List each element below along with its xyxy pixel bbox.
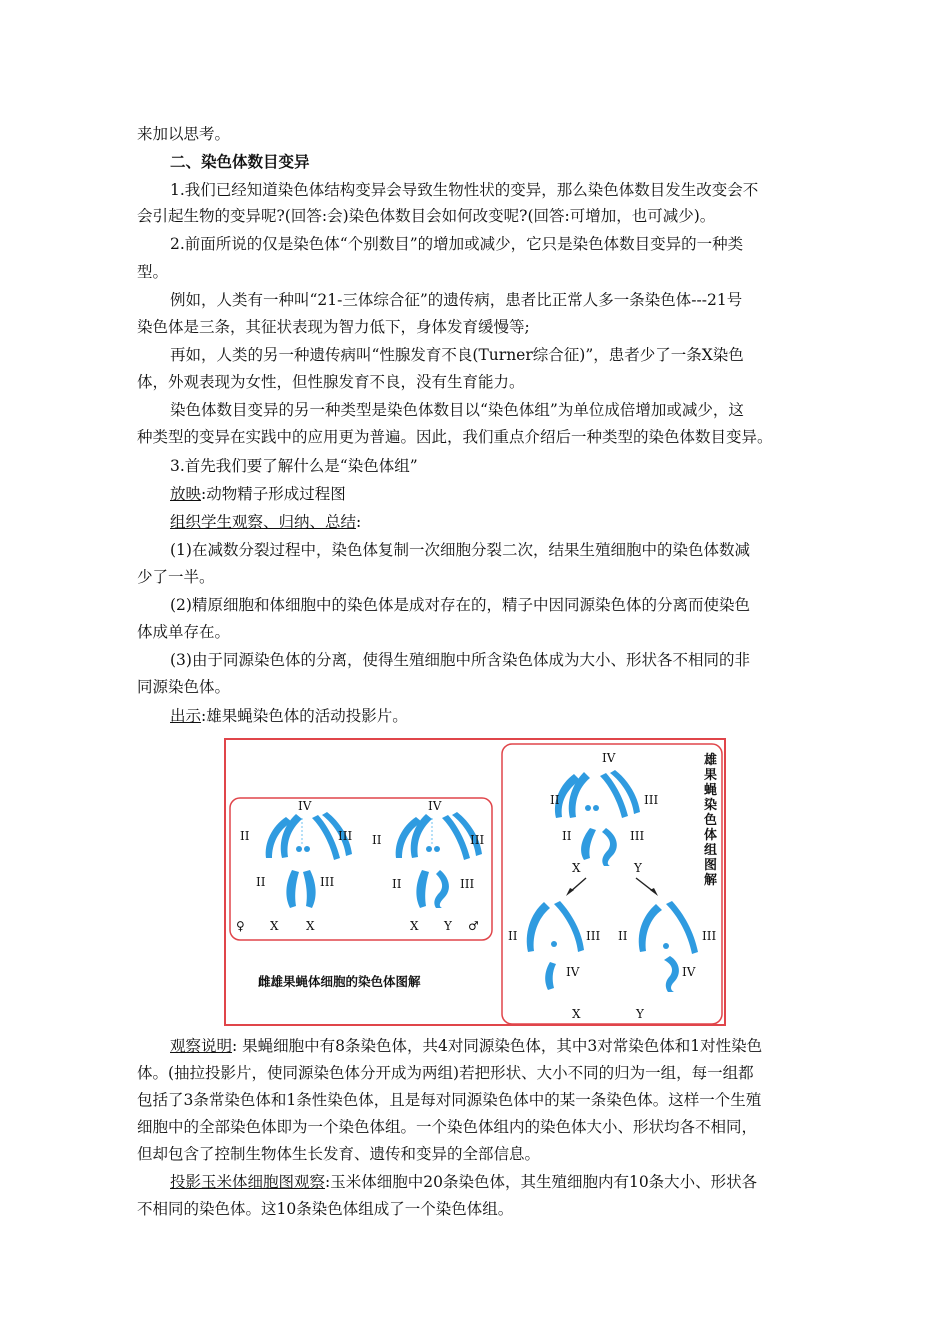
figure-canvas <box>226 740 728 1028</box>
label-X-top: X <box>572 861 581 875</box>
touying-line <box>170 1172 757 1192</box>
chromosome-IV-b <box>304 846 310 852</box>
gamete-x-chromosome-X <box>545 962 556 990</box>
paragraph-1-line-1: 1.我们已经知道染色体结构变异会导致生物性状的变异，那么染色体数目发生改变会不 <box>170 181 759 199</box>
paragraph-5-line-2: 种类型的变异在实践中的应用更为普遍。因此，我们重点介绍后一种类型的染色体数目变异。 <box>137 428 773 446</box>
label-II-female-lower: II <box>256 875 266 889</box>
label-II-male: II <box>372 833 382 847</box>
label-II-set1: II <box>508 929 518 943</box>
label-X-female-b: X <box>306 919 315 933</box>
label-IV-set2: IV <box>682 965 696 979</box>
paragraph-4-line-2: 体，外观表现为女性，但性腺发育不良，没有生育能力。 <box>137 373 525 391</box>
guancha-line-5: 但却包含了控制生物体生长发育、遗传和变异的全部信息。 <box>137 1145 541 1163</box>
label-II-male-lower: II <box>392 877 402 891</box>
chromosome-X-a <box>286 870 299 908</box>
gamete-y-chromosome-IV <box>663 943 669 949</box>
gamete-x-chromosome-II <box>527 902 550 952</box>
chromosome-IV-d <box>434 846 440 852</box>
label-III-male-lower: III <box>460 877 475 891</box>
paragraph-continuation: 来加以思考。 <box>137 125 231 143</box>
female-symbol: ♀ <box>236 919 245 933</box>
zuzhi-line <box>170 512 361 532</box>
drosophila-chromosome-figure <box>224 738 726 1026</box>
gamete-x-chromosome-III <box>554 901 584 952</box>
label-II-top-lower: II <box>562 829 572 843</box>
female-karyotype <box>266 812 352 908</box>
chromosome-IV-e <box>585 805 591 811</box>
label-III-female: III <box>338 829 353 843</box>
label-Y-set2: Y <box>636 1007 644 1021</box>
gamete-y-chromosome-II <box>639 904 662 952</box>
gamete-y-chromosome-Y <box>664 956 679 992</box>
label-X-male: X <box>410 919 419 933</box>
label-X-female-a: X <box>270 919 279 933</box>
touying-text: :玉米体细胞中20条染色体，其生殖细胞内有10条大小、形状各 <box>325 1173 758 1191</box>
chromosome-Y-full <box>602 828 617 866</box>
paragraph-3-line-1: 例如，人类有一种叫“21-三体综合征”的遗传病，患者比正常人多一条染色体---21号 <box>170 291 743 309</box>
guancha-colon: : <box>232 1037 243 1055</box>
guancha-text: 果蝇细胞中有8条染色体，共4对同源染色体，其中3对常染色体和1对性染色 <box>242 1037 763 1055</box>
male-symbol: ♂ <box>468 919 479 933</box>
chushi-line <box>170 706 408 726</box>
label-II-top: II <box>550 793 560 807</box>
label-III-female-lower: III <box>320 875 335 889</box>
label-II-female: II <box>240 829 250 843</box>
label-IV-top: IV <box>602 751 616 765</box>
paragraph-4-line-1: 再如，人类的另一种遗传病叫“性腺发育不良(Turner综合征)”，患者少了一条X染色 <box>170 346 744 364</box>
left-figure-caption: 雌雄果蝇体细胞的染色体图解 <box>258 974 421 989</box>
fangying-text: 动物精子形成过程图 <box>206 485 346 503</box>
point-3-line-1: (3)由于同源染色体的分离，使得生殖细胞中所含染色体成为大小、形状各不相同的非 <box>170 651 750 669</box>
paragraph-3-line-2: 染色体是三条，其征状表现为智力低下，身体发育缓慢等; <box>137 318 530 336</box>
fangying-label: 放映 <box>170 485 202 503</box>
chromosome-X-male <box>416 870 429 908</box>
chromosome-X-full <box>581 828 596 860</box>
gamete-y-chromosome-III <box>666 901 698 954</box>
zuzhi-colon: : <box>356 513 362 531</box>
label-III-top: III <box>644 793 659 807</box>
label-X-set1: X <box>572 1007 581 1021</box>
point-2-line-2: 体成单存在。 <box>137 623 231 641</box>
guancha-label: 观察说明 <box>170 1037 233 1055</box>
fangying-colon: : <box>201 485 207 503</box>
label-Y-male: Y <box>444 919 452 933</box>
right-figure-vertical-title: 雄果蝇染色体组图解 <box>704 753 718 888</box>
gamete-x-chromosome-IV <box>551 941 557 947</box>
paragraph-5-line-1: 染色体数目变异的另一种类型是染色体数目以“染色体组”为单位成倍增加或减少，这 <box>170 401 744 419</box>
label-III-male: III <box>470 833 485 847</box>
point-2-line-1: (2)精原细胞和体细胞中的染色体是成对存在的，精子中因同源染色体的分离而使染色 <box>170 596 750 614</box>
paragraph-6: 3.首先我们要了解什么是“染色体组” <box>170 457 418 475</box>
zuzhi-label: 组织学生观察、归纳、总结 <box>170 513 357 531</box>
point-1-line-2: 少了一半。 <box>137 568 215 586</box>
paragraph-2-line-1: 2.前面所说的仅是染色体“个别数目”的增加或减少，它只是染色体数目变异的一种类 <box>170 235 744 253</box>
chromosome-Y-male <box>434 870 449 908</box>
label-III-set1: III <box>586 929 601 943</box>
guancha-line-2: 体。(抽拉投影片，使同源染色体分开成为两组)若把形状、大小不同的归为一组，每一组都 <box>137 1064 754 1082</box>
chromosome-IV-a <box>296 846 302 852</box>
guancha-line-3: 包括了3条常染色体和1条性染色体，且是每对同源染色体中的某一条染色体。这样一个生殖 <box>137 1091 762 1109</box>
male-full-set <box>555 770 640 866</box>
label-II-set2: II <box>618 929 628 943</box>
point-3-line-2: 同源染色体。 <box>137 678 231 696</box>
chromosome-IV-c <box>426 846 432 852</box>
chushi-label: 出示 <box>170 707 202 725</box>
paragraph-1-line-2: 会引起生物的变异呢?(回答:会)染色体数目会如何改变呢?(回答:可增加，也可减少)。 <box>137 207 716 225</box>
touying-label: 投影玉米体细胞图观察 <box>170 1173 326 1191</box>
male-karyotype <box>396 812 485 908</box>
guancha-line-4: 细胞中的全部染色体即为一个染色体组。一个染色体组内的染色体大小、形状均各不相同， <box>137 1118 758 1136</box>
point-1-line-1: (1)在减数分裂过程中，染色体复制一次细胞分裂二次，结果生殖细胞中的染色体数减 <box>170 541 750 559</box>
touying-line-2: 不相同的染色体。这10条染色体组成了一个染色体组。 <box>137 1200 514 1218</box>
chromosome-IV-f <box>593 805 599 811</box>
chushi-text: 雄果蝇染色体的活动投影片。 <box>206 707 408 725</box>
paragraph-2-line-2: 型。 <box>137 263 169 281</box>
section-heading: 二、染色体数目变异 <box>170 152 310 171</box>
chromosome-X-b <box>303 870 316 908</box>
guancha-line <box>170 1036 762 1056</box>
label-Y-top: Y <box>634 861 642 875</box>
label-IV-female: IV <box>298 799 312 813</box>
label-III-top-lower: III <box>630 829 645 843</box>
fangying-line <box>170 484 346 504</box>
chushi-colon: : <box>201 707 207 725</box>
label-III-set2: III <box>702 929 717 943</box>
label-IV-set1: IV <box>566 965 580 979</box>
label-IV-male: IV <box>428 799 442 813</box>
